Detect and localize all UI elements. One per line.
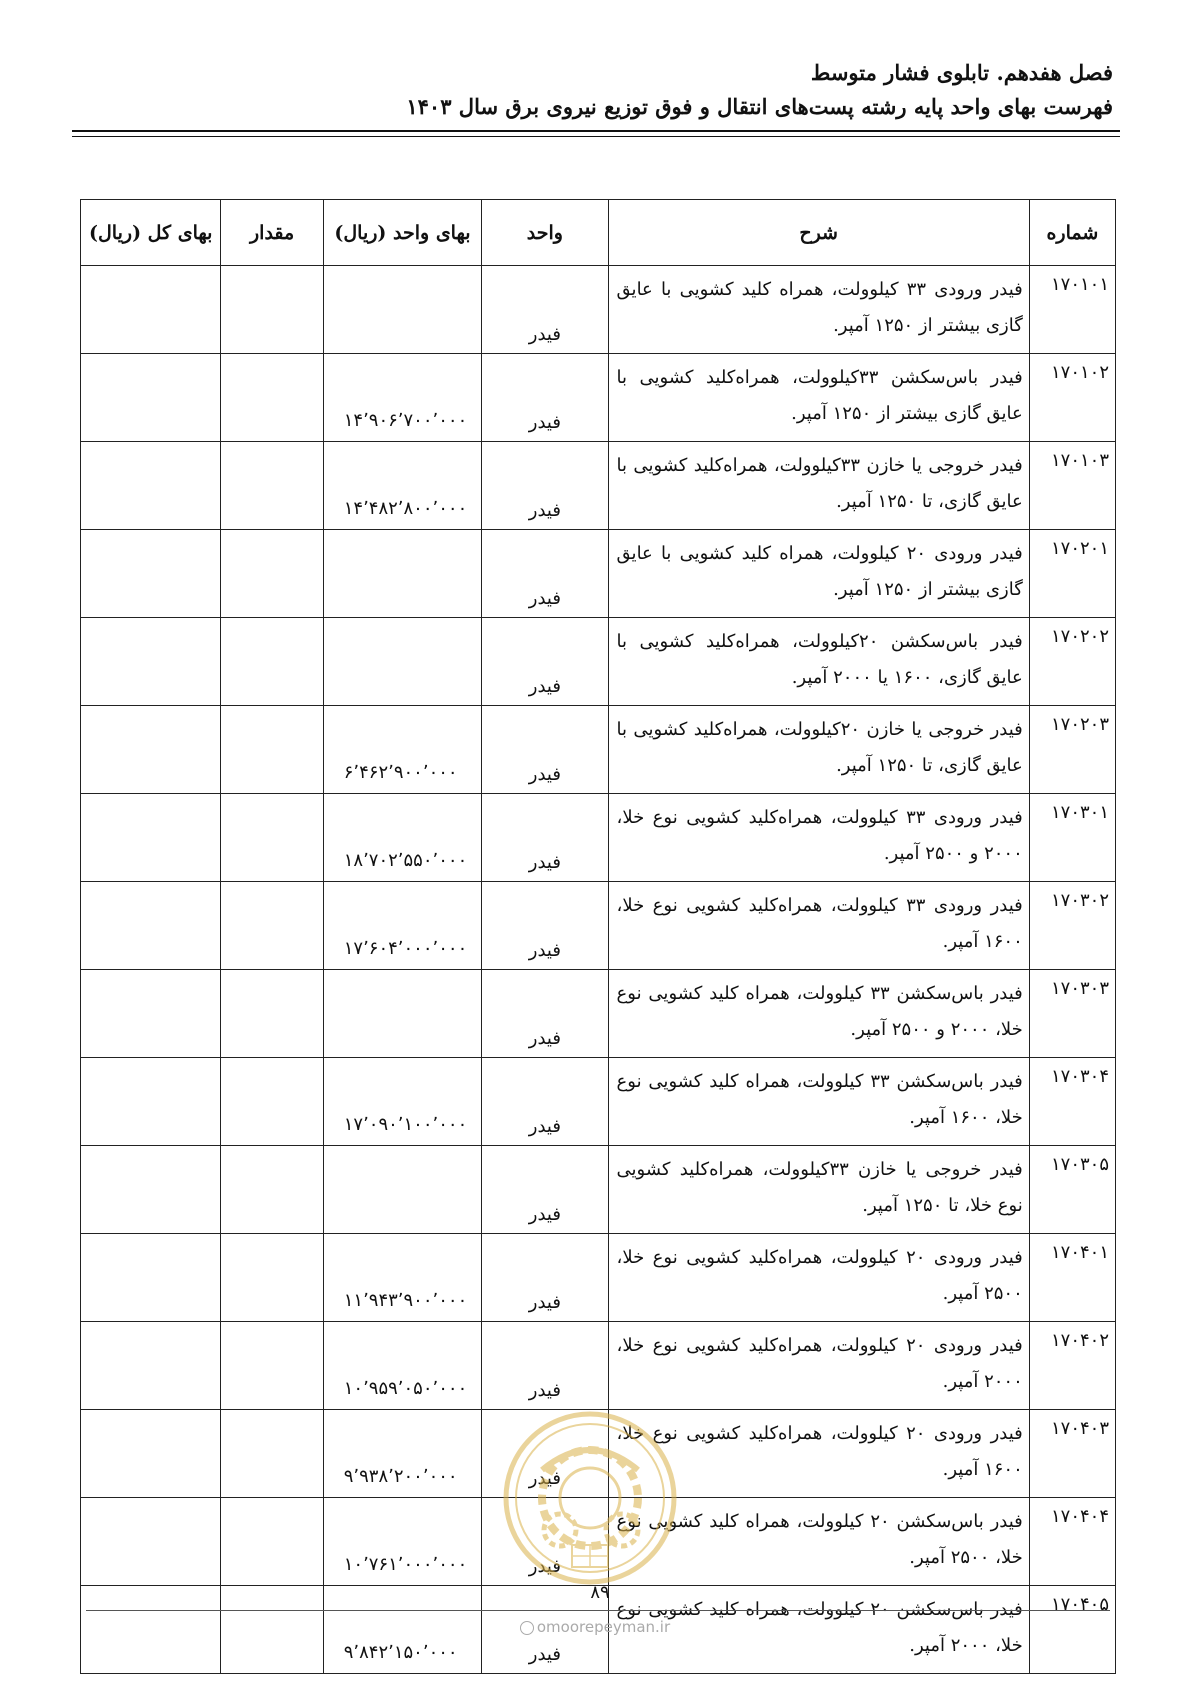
item-unit-price: ۱۰٬۹۵۹٬۰۵۰٬۰۰۰ [323, 1322, 481, 1410]
table-row [81, 354, 1116, 442]
item-unit: فیدر [482, 882, 608, 970]
item-description: فیدر ورودی ۲۰ کیلوولت، همراه‌کلید کشویی نوع خلا، ۲۵۰۰ آمپر. [608, 1234, 1029, 1322]
item-description: فیدر ورودی ۲۰ کیلوولت، همراه کلید کشویی با عایق گازی بیشتر از ۱۲۵۰ آمپر. [608, 530, 1029, 618]
item-quantity [221, 706, 323, 794]
item-code: ۱۷۰۲۰۲ [1029, 618, 1115, 706]
item-code: ۱۷۰۴۰۲ [1029, 1322, 1115, 1410]
table-row [81, 618, 1116, 706]
item-total-price [81, 970, 221, 1058]
item-quantity [221, 1498, 323, 1586]
item-description: فیدر خروجی یا خازن ۲۰کیلوولت، همراه‌کلید کشویی با عایق گازی، تا ۱۲۵۰ آمپر. [608, 706, 1029, 794]
item-unit: فیدر [482, 1322, 608, 1410]
item-unit-price: ۱۸٬۷۰۲٬۵۵۰٬۰۰۰ [323, 794, 481, 882]
item-unit-price: ۹٬۹۳۸٬۲۰۰٬۰۰۰ [323, 1410, 481, 1498]
item-unit-price: ۹٬۸۴۲٬۱۵۰٬۰۰۰ [323, 1586, 481, 1674]
item-total-price [81, 266, 221, 354]
item-unit: فیدر [482, 1498, 608, 1586]
item-description: فیدر ورودی ۳۳ کیلوولت، همراه‌کلید کشویی نوع خلا، ۲۰۰۰ و ۲۵۰۰ آمپر. [608, 794, 1029, 882]
item-unit: فیدر [482, 1410, 608, 1498]
item-description: فیدر ورودی ۳۳ کیلوولت، همراه‌کلید کشویی نوع خلا، ۱۶۰۰ آمپر. [608, 882, 1029, 970]
item-quantity [221, 266, 323, 354]
item-total-price [81, 1146, 221, 1234]
item-code: ۱۷۰۳۰۳ [1029, 970, 1115, 1058]
item-quantity [221, 1058, 323, 1146]
column-header-total-price: بهای کل (ریال) [81, 200, 221, 266]
item-total-price [81, 794, 221, 882]
item-code: ۱۷۰۱۰۲ [1029, 354, 1115, 442]
item-total-price [81, 1410, 221, 1498]
item-description: فیدر باس‌سکشن ۳۳کیلوولت، همراه‌کلید کشویی با عایق گازی بیشتر از ۱۲۵۰ آمپر. [608, 354, 1029, 442]
item-description: فیدر خروجی یا خازن ۳۳کیلوولت، همراه‌کلید کشویی نوع خلا، تا ۱۲۵۰ آمپر. [608, 1146, 1029, 1234]
item-description: فیدر باس‌سکشن ۲۰ کیلوولت، همراه کلید کشویی نوع خلا، ۲۵۰۰ آمپر. [608, 1498, 1029, 1586]
item-total-price [81, 706, 221, 794]
table-row [81, 1058, 1116, 1146]
page-number: ۸۹ [590, 1582, 610, 1603]
item-code: ۱۷۰۱۰۱ [1029, 266, 1115, 354]
item-unit: فیدر [482, 970, 608, 1058]
item-unit: فیدر [482, 1234, 608, 1322]
table-row [81, 266, 1116, 354]
item-code: ۱۷۰۴۰۱ [1029, 1234, 1115, 1322]
item-code: ۱۷۰۳۰۴ [1029, 1058, 1115, 1146]
item-total-price [81, 1322, 221, 1410]
document-title: فهرست بهای واحد پایه رشته پست‌های انتقال و فوق توزیع نیروی برق سال ۱۴۰۳ [406, 94, 1113, 119]
item-unit: فیدر [482, 1058, 608, 1146]
item-unit-price [323, 530, 481, 618]
table-row [81, 1322, 1116, 1410]
item-unit: فیدر [482, 266, 608, 354]
item-unit: فیدر [482, 530, 608, 618]
item-quantity [221, 970, 323, 1058]
item-unit: فیدر [482, 354, 608, 442]
item-description: فیدر ورودی ۲۰ کیلوولت، همراه‌کلید کشویی نوع خلا، ۲۰۰۰ آمپر. [608, 1322, 1029, 1410]
item-unit-price: ۶٬۴۶۲٬۹۰۰٬۰۰۰ [323, 706, 481, 794]
item-total-price [81, 442, 221, 530]
item-unit-price [323, 618, 481, 706]
column-header-code: شماره [1029, 200, 1115, 266]
item-code: ۱۷۰۲۰۱ [1029, 530, 1115, 618]
item-unit: فیدر [482, 794, 608, 882]
item-unit: فیدر [482, 442, 608, 530]
item-unit-price [323, 970, 481, 1058]
item-quantity [221, 1146, 323, 1234]
item-code: ۱۷۰۱۰۳ [1029, 442, 1115, 530]
item-code: ۱۷۰۲۰۳ [1029, 706, 1115, 794]
item-description: فیدر ورودی ۲۰ کیلوولت، همراه‌کلید کشویی نوع خلا، ۱۶۰۰ آمپر. [608, 1410, 1029, 1498]
item-description: فیدر خروجی یا خازن ۳۳کیلوولت، همراه‌کلید کشویی با عایق گازی، تا ۱۲۵۰ آمپر. [608, 442, 1029, 530]
item-total-price [81, 1586, 221, 1674]
item-code: ۱۷۰۴۰۳ [1029, 1410, 1115, 1498]
header-rule-thin [72, 136, 1120, 137]
item-quantity [221, 1586, 323, 1674]
chapter-title: فصل هفدهم. تابلوی فشار متوسط [810, 60, 1113, 85]
item-quantity [221, 530, 323, 618]
table-row [81, 1146, 1116, 1234]
item-unit-price [323, 1146, 481, 1234]
column-header-unit: واحد [482, 200, 608, 266]
column-header-quantity: مقدار [221, 200, 323, 266]
website-text: omoorepeyman.ir [536, 1618, 671, 1636]
page-header [73, 56, 1113, 124]
item-unit-price [323, 266, 481, 354]
column-header-unit-price: بهای واحد (ریال) [323, 200, 481, 266]
item-total-price [81, 882, 221, 970]
item-unit: فیدر [482, 1146, 608, 1234]
item-unit: فیدر [482, 706, 608, 794]
item-description: فیدر باس‌سکشن ۳۳ کیلوولت، همراه کلید کشویی نوع خلا، ۲۰۰۰ و ۲۵۰۰ آمپر. [608, 970, 1029, 1058]
item-unit: فیدر [482, 1586, 608, 1674]
item-total-price [81, 1234, 221, 1322]
item-unit-price: ۱۷٬۶۰۴٬۰۰۰٬۰۰۰ [323, 882, 481, 970]
item-total-price [81, 618, 221, 706]
item-total-price [81, 1498, 221, 1586]
item-quantity [221, 1234, 323, 1322]
footer-rule [86, 1610, 1110, 1611]
watermark-seal-icon [502, 1410, 678, 1586]
website-watermark [510, 1618, 680, 1636]
table-row [81, 442, 1116, 530]
item-total-price [81, 530, 221, 618]
item-total-price [81, 354, 221, 442]
item-total-price [81, 1058, 221, 1146]
item-quantity [221, 1322, 323, 1410]
item-quantity [221, 794, 323, 882]
item-unit-price: ۱۷٬۰۹۰٬۱۰۰٬۰۰۰ [323, 1058, 481, 1146]
table-row [81, 794, 1116, 882]
item-code: ۱۷۰۴۰۴ [1029, 1498, 1115, 1586]
table-row [81, 1234, 1116, 1322]
item-description: فیدر باس‌سکشن ۳۳ کیلوولت، همراه کلید کشویی نوع خلا، ۱۶۰۰ آمپر. [608, 1058, 1029, 1146]
item-quantity [221, 1410, 323, 1498]
item-quantity [221, 618, 323, 706]
column-header-desc: شرح [608, 200, 1029, 266]
item-quantity [221, 442, 323, 530]
item-unit-price: ۱۴٬۹۰۶٬۷۰۰٬۰۰۰ [323, 354, 481, 442]
item-unit: فیدر [482, 618, 608, 706]
header-rule-thick [72, 130, 1120, 132]
item-unit-price: ۱۱٬۹۴۳٬۹۰۰٬۰۰۰ [323, 1234, 481, 1322]
table-row [81, 882, 1116, 970]
item-code: ۱۷۰۳۰۱ [1029, 794, 1115, 882]
table-header-row [81, 200, 1116, 266]
item-code: ۱۷۰۴۰۵ [1029, 1586, 1115, 1674]
table-row [81, 970, 1116, 1058]
item-code: ۱۷۰۳۰۵ [1029, 1146, 1115, 1234]
item-description: فیدر باس‌سکشن ۲۰کیلوولت، همراه‌کلید کشویی با عایق گازی، ۱۶۰۰ یا ۲۰۰۰ آمپر. [608, 618, 1029, 706]
item-code: ۱۷۰۳۰۲ [1029, 882, 1115, 970]
item-unit-price: ۱۰٬۷۶۱٬۰۰۰٬۰۰۰ [323, 1498, 481, 1586]
item-description: فیدر باس‌سکشن ۲۰ کیلوولت، همراه کلید کشویی نوع خلا، ۲۰۰۰ آمپر. [608, 1586, 1029, 1674]
table-row [81, 530, 1116, 618]
table-row [81, 706, 1116, 794]
item-quantity [221, 354, 323, 442]
at-icon [520, 1621, 534, 1635]
item-description: فیدر ورودی ۳۳ کیلوولت، همراه کلید کشویی با عایق گازی بیشتر از ۱۲۵۰ آمپر. [608, 266, 1029, 354]
item-unit-price: ۱۴٬۴۸۲٬۸۰۰٬۰۰۰ [323, 442, 481, 530]
item-quantity [221, 882, 323, 970]
